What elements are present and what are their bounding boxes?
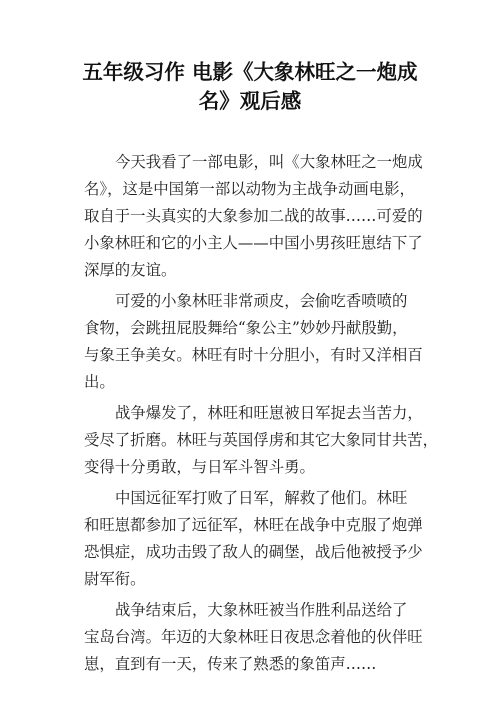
paragraph-line: 取自于一头真实的大象参加二战的故事……可爱的 [84, 207, 423, 225]
paragraph-5 [84, 597, 424, 678]
paragraph-line: 崽，直到有一天，传来了熟悉的象笛声…… [84, 655, 377, 673]
paragraph-line: 变得十分勇敢，与日军斗智斗勇。 [84, 458, 315, 476]
paragraph-line: 战争爆发了，林旺和旺崽被日军捉去当苦力， [115, 404, 423, 422]
document-title [40, 58, 460, 116]
paragraph-line: 名》，这是中国第一部以动物为主战争动画电影， [84, 180, 415, 198]
paragraph-line: 受尽了折磨。林旺与英国俘虏和其它大象同甘共苦， [84, 431, 438, 449]
title-line-2: 名》观后感 [198, 89, 302, 113]
paragraph-line: 可爱的小象林旺非常顽皮，会偷吃香喷喷的 [115, 292, 408, 310]
paragraph-3 [84, 400, 438, 481]
paragraph-line: 小象林旺和它的小主人——中国小男孩旺崽结下了 [84, 234, 423, 252]
paragraph-4 [84, 485, 424, 593]
paragraph-line: 中国远征军打败了日军，解救了他们。林旺 [115, 489, 408, 507]
paragraph-line: 与象王争美女。林旺有时十分胆小，有时又洋相百 [84, 346, 423, 364]
paragraph-line: 恐惧症，成功击毁了敌人的碉堡，战后他被授予少 [84, 543, 423, 561]
paragraph-line: 战争结束后，大象林旺被当作胜利品送给了 [115, 601, 408, 619]
paragraph-line: 和旺崽都参加了远征军，林旺在战争中克服了炮弹 [84, 516, 423, 534]
paragraph-line: 深厚的友谊。 [84, 261, 177, 279]
paragraph-line: 宝岛台湾。年迈的大象林旺日夜思念着他的伙伴旺 [84, 628, 423, 646]
paragraph-line: 今天我看了一部电影，叫《大象林旺之一炮成 [115, 153, 423, 171]
paragraph-line: 出。 [84, 373, 115, 391]
paragraph-2 [84, 288, 424, 396]
paragraph-line: 尉军衔。 [84, 570, 146, 588]
paragraph-line: 食物，会跳扭屁股舞给“象公主”妙妙丹献殷勤， [84, 319, 408, 337]
paragraph-1 [84, 149, 424, 284]
title-line-1: 五年级习作 电影《大象林旺之一炮成 [82, 60, 418, 84]
document-body [84, 149, 438, 682]
